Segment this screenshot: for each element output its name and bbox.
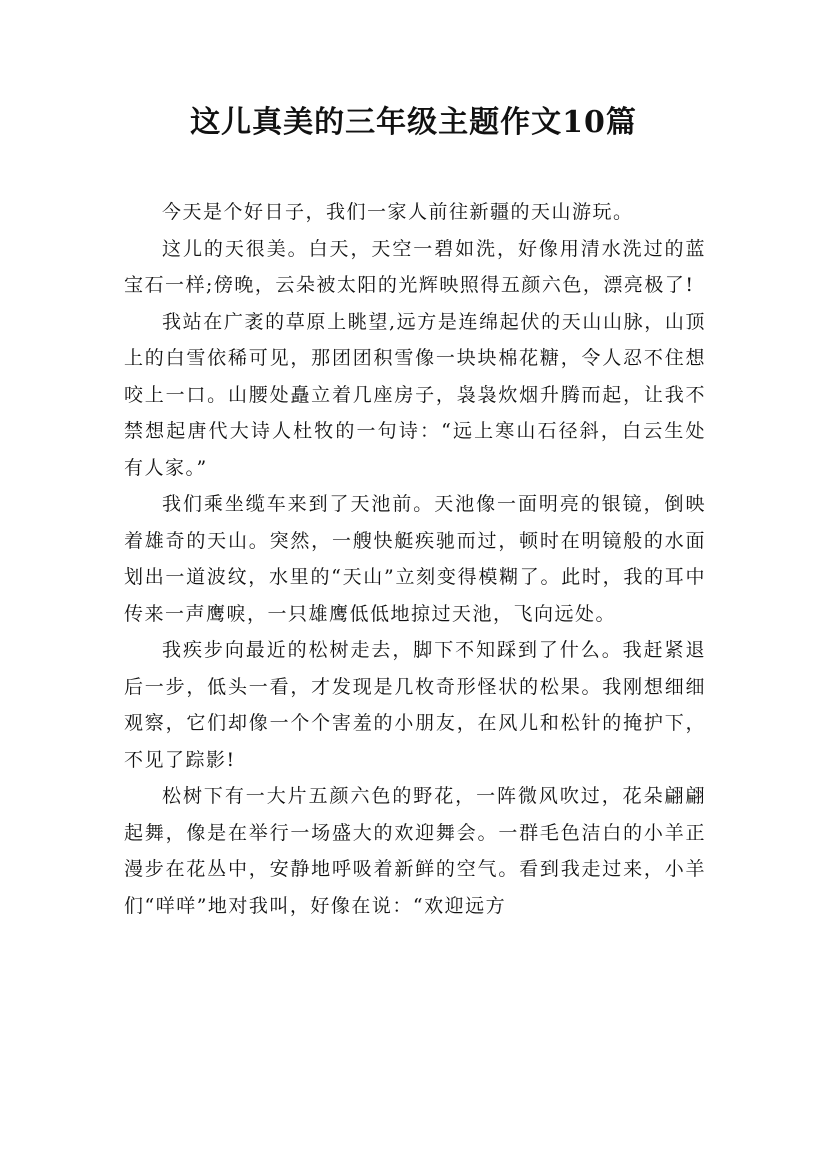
- paragraph: 我疾步向最近的松树走去，脚下不知踩到了什么。我赶紧退后一步，低头一看，才发现是几枚奇形怪状的松果。我刚想细细观察，它们却像一个个害羞的小朋友，在风儿和松针的掩护下，不见了踪影!: [124, 639, 706, 771]
- paragraph: 今天是个好日子，我们一家人前往新疆的天山游玩。: [162, 201, 634, 223]
- document-body: [124, 194, 706, 924]
- document-title: 这儿真美的三年级主题作文10篇: [190, 105, 637, 140]
- paragraph: 松树下有一大片五颜六色的野花，一阵微风吹过，花朵翩翩起舞，像是在举行一场盛大的欢迎舞会。一群毛色洁白的小羊正漫步在花丛中，安静地呼吸着新鲜的空气。看到我走过来，小羊们“咩咩”地对我叫，好像在说：“欢迎远方: [124, 785, 706, 917]
- paragraph: 我站在广袤的草原上眺望,远方是连绵起伏的天山山脉，山顶上的白雪依稀可见，那团团积雪像一块块棉花糖，令人忍不住想咬上一口。山腰处矗立着几座房子，袅袅炊烟升腾而起，让我不禁想起唐代大诗人杜牧的一句诗：“远上寒山石径斜，白云生处有人家。”: [124, 310, 706, 479]
- paragraph: 我们乘坐缆车来到了天池前。天池像一面明亮的银镜，倒映着雄奇的天山。突然，一艘快艇疾驰而过，顿时在明镜般的水面划出一道波纹，水里的“天山”立刻变得模糊了。此时，我的耳中传来一声鹰唳，一只雄鹰低低地掠过天池，飞向远处。: [124, 493, 706, 625]
- paragraph: 这儿的天很美。白天，天空一碧如洗，好像用清水洗过的蓝宝石一样;傍晚，云朵被太阳的光辉映照得五颜六色，漂亮极了!: [124, 237, 706, 296]
